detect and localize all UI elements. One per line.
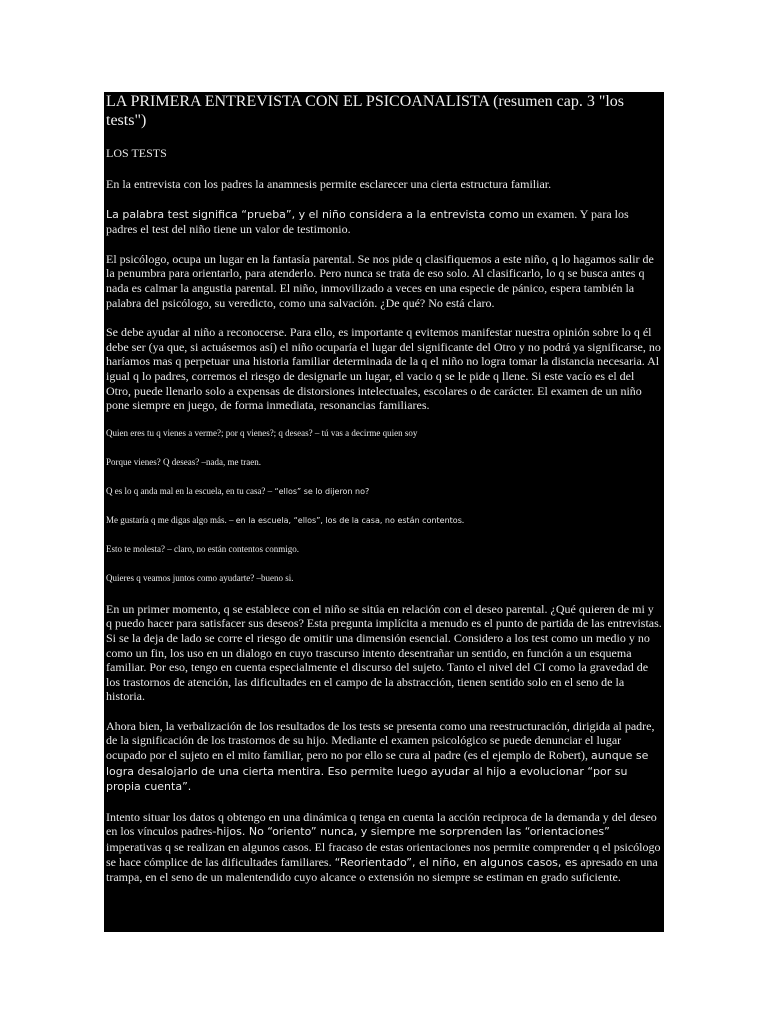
paragraph-2	[106, 207, 662, 237]
dialog-line-4-serif: Me gustaría q me digas algo más. –	[106, 514, 236, 525]
paragraph-5: En un primer momento, q se establece con el niño se sitúa en relación con el deseo parental. ¿Qué quieren de mi y q puedo hacer para satisfacer sus deseos? Esta pregunta implícita a menudo es el punto de partida de las entrevistas. Si se la deja de lado se corre el riesgo de omitir una dimensión esencial. Considero a los test como un medio y no como un fin, los uso en un dialogo en cuyo trascurso intento desentrañar un sentido, en función a un esquema familiar. Por eso, tengo en cuenta especialmente el discurso del sujeto. Tanto el nivel del CI como la gravedad de los trastornos de atención, las dificultades en el campo de la abstracción, tienen sentido solo en el seno de la historia.	[106, 601, 662, 704]
paragraph-6	[106, 719, 662, 795]
paragraph-2-sans-part: La palabra test significa “prueba”, y el niño considera a la entrevista como	[106, 207, 519, 221]
dialog-line-4-end: .	[461, 514, 465, 525]
section-heading: LOS TESTS	[106, 146, 167, 160]
paragraph-3: El psicólogo, ocupa un lugar en la fantasía parental. Se nos pide q clasifiquemos a este niño, q lo hagamos salir de la penumbra para orientarlo, para atenderlo. Pero nunca se trata de eso solo. Al clasificarlo, lo q se busca antes q nada es calmar la angustia parental. El niño, inmovilizado a veces en una especie de pánico, espera también la palabra del psicólogo, su veredicto, como una salvación. ¿De qué? No está claro.	[106, 251, 654, 310]
document-page	[104, 92, 664, 932]
paragraph-1: En la entrevista con los padres la anamnesis permite esclarecer una cierta estructura familiar.	[106, 177, 552, 191]
dialog-line-3-serif: Q es lo q anda mal en la escuela, en tu casa? –	[106, 485, 275, 496]
dialog-line-3-sans: “ellos” se lo dijeron no?	[274, 486, 370, 496]
paragraph-7-serif-a: Intento situar los datos q obtengo en una dinámica q tenga en cuenta la acción reciproca de la demanda y del deseo en los vínculos padres-	[106, 809, 657, 839]
document-content	[104, 92, 664, 885]
dialog-line-4-sans: en la escuela, “ellos”, los de la casa, no están contentos	[235, 515, 462, 525]
dialog-line-5: Esto te molesta? – claro, no están contentos conmigo.	[106, 543, 299, 554]
paragraph-7-sans-a: hijos. No “oriento” nunca, y siempre me sorprenden las “orientaciones”	[216, 825, 610, 839]
paragraph-7-serif-b: imperativas q se realizan en algunos casos. El fracaso de estas orientaciones nos permite comprender q el psicólogo se hace cómplice de las dificultades familiares.	[106, 840, 661, 869]
document-title: LA PRIMERA ENTREVISTA CON EL PSICOANALISTA (resumen cap. 3 "los tests")	[106, 93, 625, 129]
paragraph-7-sans-b: “Reorientado”, el niño, en algunos casos, es	[334, 855, 578, 869]
dialog-line-6: Quieres q veamos juntos como ayudarte? –bueno si.	[106, 572, 294, 583]
paragraph-6-sans-part: aunque se logra desalojarlo de una cierta mentira. Eso permite luego ayudar al hijo a evolucionar “por su propia cuenta”.	[106, 749, 649, 794]
paragraph-4: Se debe ayudar al niño a reconocerse. Para ello, es importante q evitemos manifestar nuestra opinión sobre lo q él debe ser (ya que, si actuásemos así) el niño ocuparía el lugar del significante del Otro y no podrá ya significarse, no haríamos mas q perpetuar una historia familiar determinada de la q el niño no logra tomar la distancia necesaria. Al igual q lo padres, corremos el riesgo de designarle un lugar, el vacio q se le pide q llene. Si este vacío es el del Otro, puede llenarlo solo a expensas de distorsiones intelectuales, escolares o de carácter. El examen de un niño pone siempre en juego, de forma inmediata, resonancias familiares.	[106, 325, 661, 413]
paragraph-6-serif-part: Ahora bien, la verbalización de los resultados de los tests se presenta como una reestructuración, dirigida al padre, de la significación de los trastornos de su hijo. Mediante el examen psicológico se puede denunciar el lugar ocupado por el sujeto en el mito familiar, pero no por ello se cura al padre (es el ejemplo de Robert),	[106, 718, 655, 763]
dialog-line-2: Porque vienes? Q deseas? –nada, me traen.	[106, 456, 261, 467]
dialog-line-1: Quien eres tu q vienes a verme?; por q vienes?; q deseas? – tú vas a decirme quien soy	[106, 427, 418, 438]
paragraph-7-serif-c: apresado en una trampa, en el seno de un malentendido cuyo alcance o extensión no siempre se estiman en grado suficiente.	[106, 854, 658, 885]
dialog-line-4	[106, 515, 662, 526]
dialog-line-3	[106, 486, 662, 497]
paragraph-2-serif-part: un examen. Y para los padres el test del niño tiene un valor de testimonio.	[106, 206, 629, 237]
paragraph-7	[106, 810, 662, 885]
